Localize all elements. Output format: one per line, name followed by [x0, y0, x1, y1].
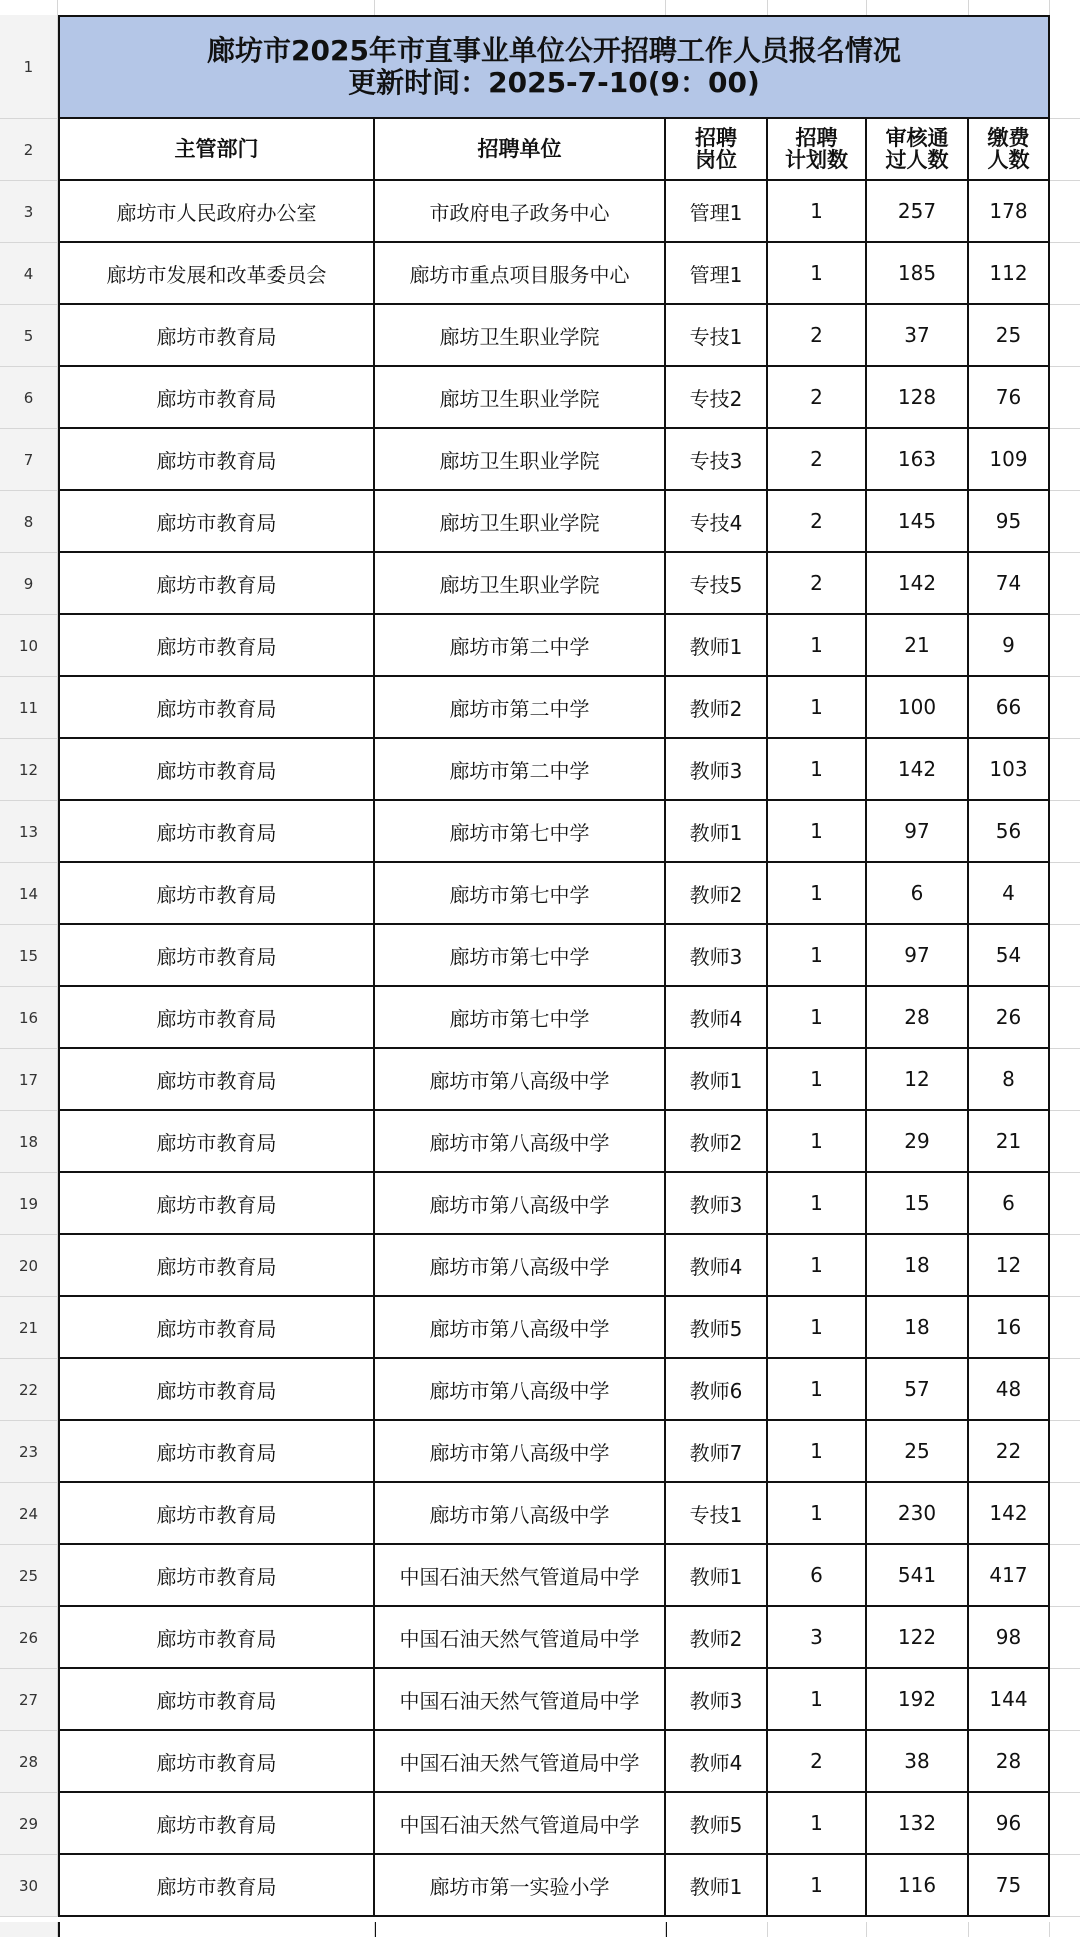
cell-post[interactable]: 教师2 — [666, 863, 768, 925]
empty-cell[interactable] — [1050, 987, 1080, 1049]
table-row — [0, 1855, 1080, 1917]
cell-plan[interactable]: 6 — [768, 1545, 867, 1607]
cell-plan[interactable]: 1 — [768, 1359, 867, 1421]
sheet-title: 廊坊市2025年市直事业单位公开招聘工作人员报名情况 — [207, 34, 901, 67]
cell-unit[interactable]: 廊坊市第八高级中学 — [375, 1111, 666, 1173]
cell-dept[interactable]: 廊坊市教育局 — [58, 1359, 375, 1421]
cell-pass[interactable]: 100 — [867, 677, 969, 739]
table-row — [0, 677, 1080, 739]
empty-cell[interactable] — [1050, 491, 1080, 553]
cell-fee[interactable]: 56 — [969, 801, 1050, 863]
cell-dept[interactable]: 廊坊市人民政府办公室 — [58, 181, 375, 243]
cell-dept[interactable]: 廊坊市教育局 — [58, 1049, 375, 1111]
cell-fee[interactable]: 74 — [969, 553, 1050, 615]
cell-dept[interactable]: 廊坊市教育局 — [58, 1669, 375, 1731]
cell-unit[interactable]: 廊坊市第八高级中学 — [375, 1297, 666, 1359]
cell-dept[interactable]: 廊坊市教育局 — [58, 1793, 375, 1855]
cell-pass[interactable]: 128 — [867, 367, 969, 429]
row-number[interactable]: 18 — [0, 1111, 58, 1173]
cell-plan[interactable]: 2 — [768, 553, 867, 615]
empty-cell[interactable] — [1050, 553, 1080, 615]
table-row — [0, 1173, 1080, 1235]
empty-cell[interactable] — [1050, 1607, 1080, 1669]
cell-pass[interactable]: 97 — [867, 925, 969, 987]
cell-plan[interactable]: 1 — [768, 1855, 867, 1917]
cell-pass[interactable]: 97 — [867, 801, 969, 863]
row-number[interactable]: 3 — [0, 181, 58, 243]
row-number[interactable]: 22 — [0, 1359, 58, 1421]
header-plan-line2: 计划数 — [785, 148, 848, 172]
table-row — [0, 491, 1080, 553]
cell-post[interactable]: 教师2 — [666, 1607, 768, 1669]
cell-pass[interactable]: 192 — [867, 1669, 969, 1731]
cell-dept[interactable]: 廊坊市教育局 — [58, 677, 375, 739]
cell-dept[interactable]: 廊坊市教育局 — [58, 553, 375, 615]
cell-fee[interactable]: 22 — [969, 1421, 1050, 1483]
cell-post[interactable]: 教师4 — [666, 1235, 768, 1297]
cell-pass[interactable]: 116 — [867, 1855, 969, 1917]
header-unit[interactable]: 招聘单位 — [375, 119, 666, 181]
cell-plan[interactable]: 3 — [768, 1607, 867, 1669]
cell-fee[interactable]: 109 — [969, 429, 1050, 491]
cell-post[interactable]: 教师4 — [666, 1731, 768, 1793]
row-number[interactable]: 4 — [0, 243, 58, 305]
empty-cell[interactable] — [1050, 801, 1080, 863]
cell-pass[interactable]: 15 — [867, 1173, 969, 1235]
cell-unit[interactable]: 廊坊市第七中学 — [375, 801, 666, 863]
table-row — [0, 1235, 1080, 1297]
empty-cell[interactable] — [1050, 1235, 1080, 1297]
cell-fee[interactable]: 66 — [969, 677, 1050, 739]
title-cell[interactable] — [58, 15, 1050, 119]
cell-plan[interactable]: 1 — [768, 243, 867, 305]
cell-plan[interactable]: 1 — [768, 615, 867, 677]
table-row — [0, 429, 1080, 491]
header-pass-line1: 审核通 — [885, 126, 949, 150]
cell-fee[interactable]: 96 — [969, 1793, 1050, 1855]
table-row — [0, 739, 1080, 801]
cell-plan[interactable]: 1 — [768, 181, 867, 243]
cell-post[interactable]: 教师1 — [666, 801, 768, 863]
cell-fee[interactable]: 16 — [969, 1297, 1050, 1359]
cell-post[interactable]: 教师5 — [666, 1297, 768, 1359]
row-number[interactable]: 9 — [0, 553, 58, 615]
cell-pass[interactable]: 142 — [867, 739, 969, 801]
cell-plan[interactable]: 2 — [768, 1731, 867, 1793]
cell-unit[interactable]: 廊坊市第八高级中学 — [375, 1049, 666, 1111]
cell-post[interactable]: 专技1 — [666, 1483, 768, 1545]
header-fee[interactable] — [969, 119, 1050, 181]
cell-unit[interactable]: 廊坊卫生职业学院 — [375, 429, 666, 491]
cell-post[interactable]: 教师3 — [666, 1173, 768, 1235]
cell-post[interactable]: 专技4 — [666, 491, 768, 553]
cell-fee[interactable]: 144 — [969, 1669, 1050, 1731]
header-plan-line1: 招聘 — [795, 126, 838, 150]
cell-plan[interactable]: 1 — [768, 677, 867, 739]
table-row — [0, 1359, 1080, 1421]
cell-plan[interactable]: 2 — [768, 367, 867, 429]
cell-dept[interactable]: 廊坊市教育局 — [58, 987, 375, 1049]
header-fee-line1: 缴费 — [987, 126, 1030, 150]
cell-post[interactable]: 教师1 — [666, 1545, 768, 1607]
cell-post[interactable]: 教师3 — [666, 1669, 768, 1731]
row-number[interactable]: 28 — [0, 1731, 58, 1793]
cell-pass[interactable]: 6 — [867, 863, 969, 925]
cell-unit[interactable]: 廊坊市第七中学 — [375, 925, 666, 987]
cell-unit[interactable]: 廊坊市第二中学 — [375, 677, 666, 739]
cell-fee[interactable]: 98 — [969, 1607, 1050, 1669]
cell-pass[interactable]: 132 — [867, 1793, 969, 1855]
row-number[interactable]: 1 — [0, 15, 58, 119]
empty-cell[interactable] — [1050, 615, 1080, 677]
cell-dept[interactable]: 廊坊市教育局 — [58, 367, 375, 429]
bottom-grid-strip — [0, 1922, 1080, 1937]
update-time: 更新时间：2025-7-10(9：00) — [348, 66, 760, 99]
cell-pass[interactable]: 18 — [867, 1235, 969, 1297]
cell-post[interactable]: 教师1 — [666, 1855, 768, 1917]
cell-dept[interactable]: 廊坊市教育局 — [58, 801, 375, 863]
cell-dept[interactable]: 廊坊市教育局 — [58, 1235, 375, 1297]
cell-unit[interactable]: 中国石油天然气管道局中学 — [375, 1607, 666, 1669]
cell-pass[interactable]: 122 — [867, 1607, 969, 1669]
header-pass[interactable] — [867, 119, 969, 181]
row-number[interactable]: 14 — [0, 863, 58, 925]
cell-pass[interactable]: 21 — [867, 615, 969, 677]
row-number[interactable]: 24 — [0, 1483, 58, 1545]
cell-fee[interactable]: 76 — [969, 367, 1050, 429]
cell-plan[interactable]: 1 — [768, 1235, 867, 1297]
empty-cell[interactable] — [1050, 863, 1080, 925]
cell-fee[interactable]: 21 — [969, 1111, 1050, 1173]
empty-cell[interactable] — [1050, 243, 1080, 305]
cell-plan[interactable]: 2 — [768, 491, 867, 553]
empty-cell[interactable] — [1050, 305, 1080, 367]
cell-fee[interactable]: 28 — [969, 1731, 1050, 1793]
row-number[interactable]: 29 — [0, 1793, 58, 1855]
cell-unit[interactable]: 中国石油天然气管道局中学 — [375, 1793, 666, 1855]
empty-cell[interactable] — [1050, 181, 1080, 243]
cell-pass[interactable]: 541 — [867, 1545, 969, 1607]
cell-plan[interactable]: 1 — [768, 1173, 867, 1235]
cell-unit[interactable]: 廊坊市第八高级中学 — [375, 1173, 666, 1235]
table-row — [0, 1111, 1080, 1173]
table-row — [0, 863, 1080, 925]
header-post-line2: 岗位 — [695, 148, 737, 172]
cell-pass[interactable]: 37 — [867, 305, 969, 367]
cell-dept[interactable]: 廊坊市教育局 — [58, 1297, 375, 1359]
cell-pass[interactable]: 185 — [867, 243, 969, 305]
cell-plan[interactable]: 1 — [768, 801, 867, 863]
row-number[interactable]: 11 — [0, 677, 58, 739]
header-pass-line2: 过人数 — [885, 148, 949, 172]
empty-cell[interactable] — [1050, 119, 1080, 181]
cell-dept[interactable]: 廊坊市教育局 — [58, 925, 375, 987]
empty-cell[interactable] — [1050, 1173, 1080, 1235]
header-dept[interactable]: 主管部门 — [58, 119, 375, 181]
cell-plan[interactable]: 1 — [768, 1793, 867, 1855]
cell-fee[interactable]: 95 — [969, 491, 1050, 553]
cell-post[interactable]: 教师7 — [666, 1421, 768, 1483]
title-row — [0, 15, 1080, 119]
cell-pass[interactable]: 142 — [867, 553, 969, 615]
row-number[interactable]: 30 — [0, 1855, 58, 1917]
empty-cell[interactable] — [1050, 1793, 1080, 1855]
table-row — [0, 987, 1080, 1049]
empty-cell[interactable] — [1050, 367, 1080, 429]
empty-cell[interactable] — [1050, 1669, 1080, 1731]
empty-cell[interactable] — [1050, 15, 1080, 119]
cell-dept[interactable]: 廊坊市教育局 — [58, 1483, 375, 1545]
cell-unit[interactable]: 廊坊市第一实验小学 — [375, 1855, 666, 1917]
table-row — [0, 305, 1080, 367]
empty-cell[interactable] — [1050, 677, 1080, 739]
header-post-line1: 招聘 — [695, 126, 737, 150]
cell-pass[interactable]: 29 — [867, 1111, 969, 1173]
cell-fee[interactable]: 25 — [969, 305, 1050, 367]
cell-unit[interactable]: 廊坊市第八高级中学 — [375, 1421, 666, 1483]
empty-cell[interactable] — [1050, 1545, 1080, 1607]
cell-fee[interactable]: 417 — [969, 1545, 1050, 1607]
cell-post[interactable]: 教师6 — [666, 1359, 768, 1421]
cell-fee[interactable]: 54 — [969, 925, 1050, 987]
cell-plan[interactable]: 1 — [768, 1111, 867, 1173]
cell-fee[interactable]: 9 — [969, 615, 1050, 677]
row-number[interactable]: 5 — [0, 305, 58, 367]
cell-fee[interactable]: 75 — [969, 1855, 1050, 1917]
cell-dept[interactable]: 廊坊市教育局 — [58, 615, 375, 677]
header-fee-line2: 人数 — [987, 148, 1030, 172]
table-row — [0, 1731, 1080, 1793]
cell-unit[interactable]: 廊坊市第八高级中学 — [375, 1359, 666, 1421]
row-number[interactable]: 26 — [0, 1607, 58, 1669]
row-number[interactable]: 6 — [0, 367, 58, 429]
empty-cell[interactable] — [1050, 1359, 1080, 1421]
row-number[interactable]: 20 — [0, 1235, 58, 1297]
cell-unit[interactable]: 廊坊卫生职业学院 — [375, 553, 666, 615]
cell-pass[interactable]: 163 — [867, 429, 969, 491]
cell-plan[interactable]: 1 — [768, 1483, 867, 1545]
cell-plan[interactable]: 1 — [768, 863, 867, 925]
cell-pass[interactable]: 25 — [867, 1421, 969, 1483]
table-row — [0, 243, 1080, 305]
cell-dept[interactable]: 廊坊市教育局 — [58, 491, 375, 553]
row-number[interactable]: 13 — [0, 801, 58, 863]
table-row — [0, 181, 1080, 243]
cell-plan[interactable]: 1 — [768, 1421, 867, 1483]
cell-pass[interactable]: 230 — [867, 1483, 969, 1545]
cell-dept[interactable]: 廊坊市教育局 — [58, 1173, 375, 1235]
cell-unit[interactable]: 廊坊市重点项目服务中心 — [375, 243, 666, 305]
row-number[interactable]: 10 — [0, 615, 58, 677]
cell-plan[interactable]: 1 — [768, 1297, 867, 1359]
cell-unit[interactable]: 廊坊卫生职业学院 — [375, 491, 666, 553]
cell-post[interactable]: 教师3 — [666, 925, 768, 987]
row-number[interactable]: 7 — [0, 429, 58, 491]
cell-unit[interactable]: 廊坊市第二中学 — [375, 739, 666, 801]
cell-dept[interactable]: 廊坊市教育局 — [58, 1855, 375, 1917]
header-post[interactable] — [666, 119, 768, 181]
table-row — [0, 801, 1080, 863]
cell-plan[interactable]: 1 — [768, 1049, 867, 1111]
cell-plan[interactable]: 1 — [768, 987, 867, 1049]
cell-pass[interactable]: 257 — [867, 181, 969, 243]
table-row — [0, 553, 1080, 615]
cell-unit[interactable]: 廊坊卫生职业学院 — [375, 305, 666, 367]
cell-dept[interactable]: 廊坊市发展和改革委员会 — [58, 243, 375, 305]
row-number[interactable]: 27 — [0, 1669, 58, 1731]
cell-unit[interactable]: 廊坊市第二中学 — [375, 615, 666, 677]
empty-cell[interactable] — [1050, 1049, 1080, 1111]
header-plan[interactable] — [768, 119, 867, 181]
table-row — [0, 1607, 1080, 1669]
empty-cell[interactable] — [1050, 1731, 1080, 1793]
cell-post[interactable]: 教师4 — [666, 987, 768, 1049]
row-number[interactable]: 19 — [0, 1173, 58, 1235]
cell-post[interactable]: 管理1 — [666, 243, 768, 305]
cell-plan[interactable]: 2 — [768, 429, 867, 491]
cell-dept[interactable]: 廊坊市教育局 — [58, 863, 375, 925]
table-row — [0, 1421, 1080, 1483]
row-number[interactable]: 16 — [0, 987, 58, 1049]
cell-pass[interactable]: 12 — [867, 1049, 969, 1111]
cell-post[interactable]: 专技1 — [666, 305, 768, 367]
cell-plan[interactable]: 1 — [768, 1669, 867, 1731]
row-number[interactable]: 8 — [0, 491, 58, 553]
empty-cell[interactable] — [1050, 1297, 1080, 1359]
cell-post[interactable]: 教师5 — [666, 1793, 768, 1855]
cell-fee[interactable]: 26 — [969, 987, 1050, 1049]
cell-dept[interactable]: 廊坊市教育局 — [58, 739, 375, 801]
cell-unit[interactable]: 廊坊市第七中学 — [375, 987, 666, 1049]
cell-post[interactable]: 教师1 — [666, 615, 768, 677]
table-row — [0, 1793, 1080, 1855]
cell-unit[interactable]: 廊坊市第八高级中学 — [375, 1483, 666, 1545]
cell-unit[interactable]: 中国石油天然气管道局中学 — [375, 1545, 666, 1607]
header-row — [0, 119, 1080, 181]
cell-fee[interactable]: 178 — [969, 181, 1050, 243]
cell-post[interactable]: 教师1 — [666, 1049, 768, 1111]
cell-post[interactable]: 专技3 — [666, 429, 768, 491]
cell-plan[interactable]: 2 — [768, 305, 867, 367]
cell-fee[interactable]: 112 — [969, 243, 1050, 305]
cell-plan[interactable]: 1 — [768, 739, 867, 801]
table-row — [0, 367, 1080, 429]
row-number[interactable]: 23 — [0, 1421, 58, 1483]
empty-cell[interactable] — [1050, 739, 1080, 801]
empty-cell[interactable] — [1050, 429, 1080, 491]
empty-cell[interactable] — [1050, 1421, 1080, 1483]
cell-unit[interactable]: 廊坊卫生职业学院 — [375, 367, 666, 429]
empty-cell[interactable] — [1050, 1855, 1080, 1917]
cell-pass[interactable]: 18 — [867, 1297, 969, 1359]
table-row — [0, 1297, 1080, 1359]
empty-cell[interactable] — [1050, 925, 1080, 987]
cell-fee[interactable]: 142 — [969, 1483, 1050, 1545]
empty-cell[interactable] — [1050, 1483, 1080, 1545]
cell-plan[interactable]: 1 — [768, 925, 867, 987]
cell-unit[interactable]: 廊坊市第七中学 — [375, 863, 666, 925]
row-number[interactable]: 25 — [0, 1545, 58, 1607]
cell-fee[interactable]: 103 — [969, 739, 1050, 801]
cell-post[interactable]: 教师2 — [666, 677, 768, 739]
row-number[interactable]: 21 — [0, 1297, 58, 1359]
cell-dept[interactable]: 廊坊市教育局 — [58, 1111, 375, 1173]
cell-pass[interactable]: 28 — [867, 987, 969, 1049]
cell-fee[interactable]: 6 — [969, 1173, 1050, 1235]
cell-unit[interactable]: 廊坊市第八高级中学 — [375, 1235, 666, 1297]
cell-dept[interactable]: 廊坊市教育局 — [58, 429, 375, 491]
cell-dept[interactable]: 廊坊市教育局 — [58, 1421, 375, 1483]
table-row — [0, 1049, 1080, 1111]
table-row — [0, 925, 1080, 987]
row-number[interactable]: 12 — [0, 739, 58, 801]
cell-pass[interactable]: 57 — [867, 1359, 969, 1421]
cell-pass[interactable]: 145 — [867, 491, 969, 553]
table-row — [0, 1483, 1080, 1545]
cell-dept[interactable]: 廊坊市教育局 — [58, 1545, 375, 1607]
cell-unit[interactable]: 中国石油天然气管道局中学 — [375, 1669, 666, 1731]
cell-pass[interactable]: 38 — [867, 1731, 969, 1793]
row-number[interactable]: 2 — [0, 119, 58, 181]
cell-fee[interactable]: 48 — [969, 1359, 1050, 1421]
cell-post[interactable]: 专技2 — [666, 367, 768, 429]
cell-fee[interactable]: 12 — [969, 1235, 1050, 1297]
table-row — [0, 1669, 1080, 1731]
row-number[interactable]: 15 — [0, 925, 58, 987]
cell-post[interactable]: 教师3 — [666, 739, 768, 801]
row-number[interactable]: 17 — [0, 1049, 58, 1111]
cell-post[interactable]: 专技5 — [666, 553, 768, 615]
empty-cell[interactable] — [1050, 1111, 1080, 1173]
cell-unit[interactable]: 市政府电子政务中心 — [375, 181, 666, 243]
cell-dept[interactable]: 廊坊市教育局 — [58, 1731, 375, 1793]
cell-dept[interactable]: 廊坊市教育局 — [58, 305, 375, 367]
cell-fee[interactable]: 4 — [969, 863, 1050, 925]
table-row — [0, 1545, 1080, 1607]
cell-post[interactable]: 教师2 — [666, 1111, 768, 1173]
cell-unit[interactable]: 中国石油天然气管道局中学 — [375, 1731, 666, 1793]
cell-dept[interactable]: 廊坊市教育局 — [58, 1607, 375, 1669]
cell-fee[interactable]: 8 — [969, 1049, 1050, 1111]
cell-post[interactable]: 管理1 — [666, 181, 768, 243]
table-row — [0, 615, 1080, 677]
top-grid-strip — [0, 0, 1080, 15]
